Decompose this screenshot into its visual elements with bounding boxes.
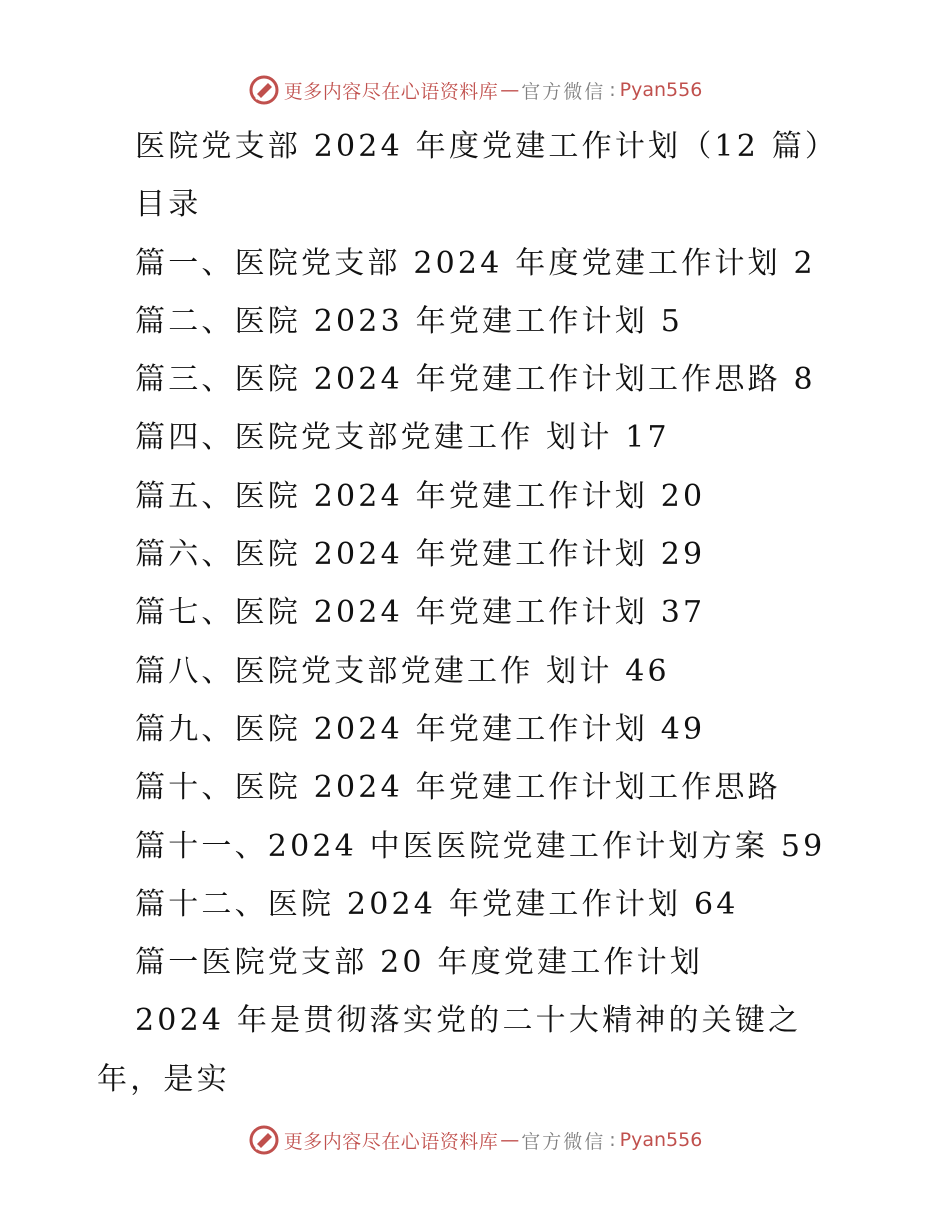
toc-item: 篇一、医院党支部 2024 年度党建工作计划 2 <box>135 245 816 281</box>
watermark-official-label: 官方微信 <box>521 80 606 103</box>
toc-item: 篇九、医院 2024 年党建工作计划 49 <box>135 711 706 747</box>
toc-item: 篇十、医院 2024 年党建工作计划工作思路 <box>135 770 781 806</box>
toc-item: 篇十二、医院 2024 年党建工作计划 64 <box>135 886 739 922</box>
body-paragraph-line: 年，是实 <box>97 1061 230 1097</box>
toc-item: 篇四、医院党支部党建工作 划计 17 <box>135 420 670 456</box>
footer-watermark <box>0 1120 950 1160</box>
toc-item: 篇二、医院 2023 年党建工作计划 5 <box>135 303 684 339</box>
watermark-dash: — <box>500 79 520 101</box>
document-title: 医院党支部 2024 年度党建工作计划（12 篇） <box>135 129 839 164</box>
toc-item: 篇十一、2024 中医医院党建工作计划方案 59 <box>135 828 826 864</box>
toc-item: 篇六、医院 2024 年党建工作计划 29 <box>135 537 706 573</box>
watermark-separator: : <box>609 1129 616 1151</box>
watermark-account: Pyan556 <box>619 79 703 101</box>
watermark-account: Pyan556 <box>619 1129 703 1151</box>
toc-item: 篇三、医院 2024 年党建工作计划工作思路 8 <box>135 362 816 398</box>
watermark-separator: : <box>609 79 616 101</box>
header-watermark <box>0 70 950 110</box>
section-heading: 篇一医院党支部 20 年度党建工作计划 <box>135 945 704 981</box>
body-paragraph-line: 2024 年是贯彻落实党的二十大精神的关键之 <box>135 1003 802 1039</box>
logo-icon <box>248 1124 280 1156</box>
watermark-dash: — <box>500 1129 520 1151</box>
document-body <box>0 118 950 1109</box>
logo-icon <box>248 74 280 106</box>
toc-heading: 目录 <box>135 187 202 223</box>
toc-item: 篇五、医院 2024 年党建工作计划 20 <box>135 478 706 514</box>
toc-item: 篇七、医院 2024 年党建工作计划 37 <box>135 595 706 631</box>
watermark-official-label: 官方微信 <box>521 1130 606 1153</box>
watermark-brand: 更多内容尽在心语资料库 <box>283 1130 499 1153</box>
watermark-brand: 更多内容尽在心语资料库 <box>283 80 499 103</box>
toc-item: 篇八、医院党支部党建工作 划计 46 <box>135 653 670 689</box>
